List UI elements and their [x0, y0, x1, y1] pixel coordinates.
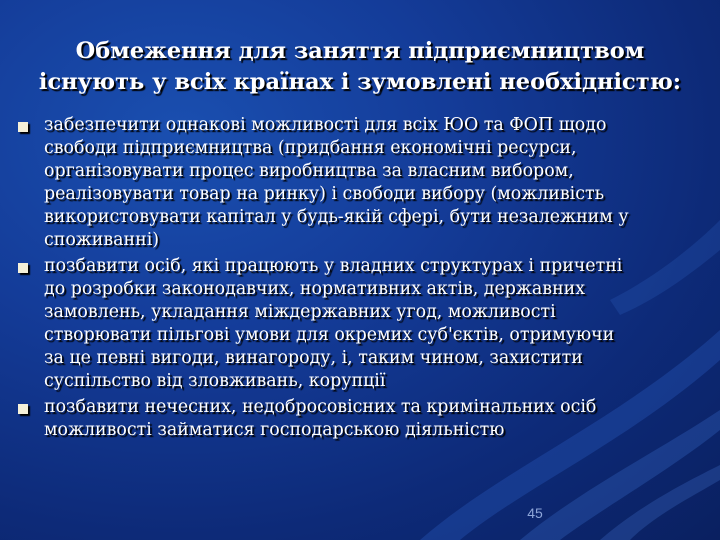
bullet-line: реалізовувати товар на ринку) і свободи вибору (можливість — [44, 184, 605, 204]
square-bullet-icon — [18, 122, 28, 132]
bullet-item — [14, 114, 704, 252]
bullet-line: можливості займатися господарською діяльністю — [44, 420, 505, 440]
bullet-item — [14, 396, 704, 442]
bullet-line: замовлень, укладання міждержавних угод, можливості — [44, 302, 556, 322]
slide-title-line: Обмеження для заняття підприємництвом — [75, 38, 645, 64]
slide-title — [20, 36, 700, 98]
bullet-line: організовувати процес виробництва за власним вибором, — [44, 161, 574, 181]
square-bullet-icon — [18, 404, 28, 414]
bullet-line: використовувати капітал у будь-якій сфері, бути незалежним у — [44, 207, 629, 227]
square-bullet-icon — [18, 263, 28, 273]
bullet-item — [14, 255, 704, 393]
page-number: 45 — [527, 505, 543, 521]
bullet-line: суспільство від зловживань, корупції — [44, 371, 386, 391]
bullet-line: свободи підприємництва (придбання економічні ресурси, — [44, 138, 577, 158]
slide-title-line: існують у всіх країнах і зумовлені необхідністю: — [38, 69, 682, 95]
bullet-line: забезпечити однакові можливості для всіх ЮО та ФОП щодо — [44, 115, 607, 135]
bullet-line: створювати пільгові умови для окремих суб'єктів, отримуючи — [44, 325, 615, 345]
bullet-line: до розробки законодавчих, нормативних актів, державних — [44, 279, 586, 299]
bullet-line: за це певні вигоди, винагороду, і, таким чином, захистити — [44, 348, 583, 368]
bullet-line: позбавити нечесних, недобросовісних та кримінальних осіб — [44, 397, 597, 417]
bullet-line: споживанні) — [44, 230, 160, 250]
bullet-list — [14, 114, 704, 445]
bullet-line: позбавити осіб, які працюють у владних структурах і причетні — [44, 256, 623, 276]
